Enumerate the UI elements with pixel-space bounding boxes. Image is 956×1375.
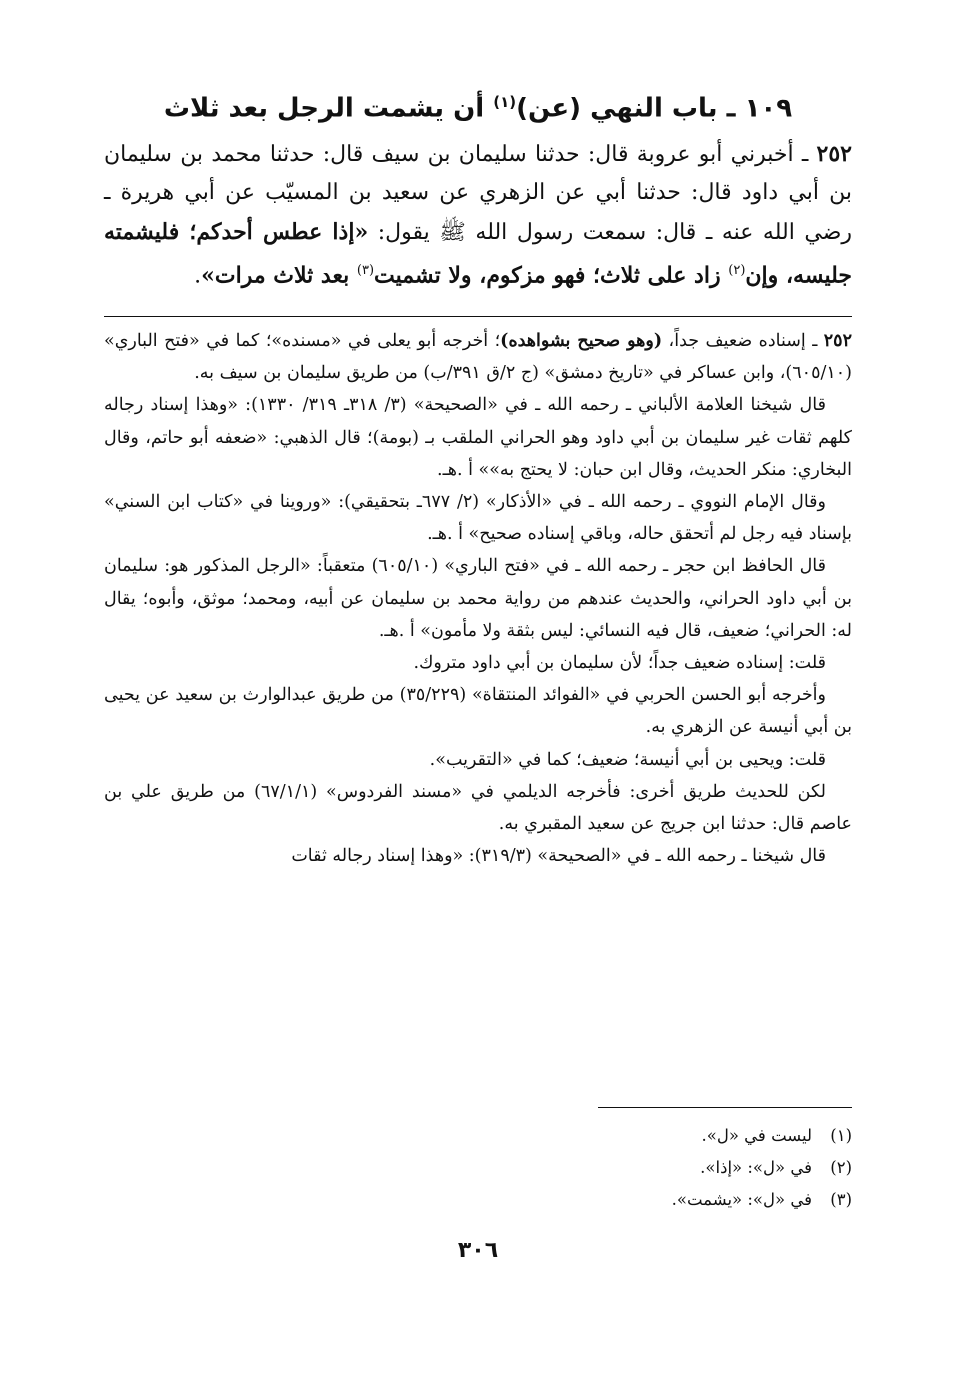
footnote-number: (١) <box>830 1126 852 1145</box>
footnote-marker: (٣) <box>356 263 375 279</box>
grade-note: (وهو صحيح بشواهده) <box>500 330 663 351</box>
hadith-main-text <box>104 135 852 296</box>
hadith-number: ٢٥٢ <box>816 140 852 167</box>
chapter-title-end: أن يشمت الرجل بعد ثلاث <box>163 93 494 124</box>
section-divider <box>104 316 852 317</box>
commentary-paragraph: قال شيخنا العلامة الألباني ـ رحمه الله ـ في «الصحيحة» (٣/ ٣١٨ـ ٣١٩/ ١٣٣٠): «وهذا إسناد رجاله كلهم ثقات غير سليمان بن أبي داود وهو الحراني الملقب بـ (بومة)؛ قال الذهبي: «ضعفه أبو حاتم، وقال البخاري: منكر الحديث، وقال ابن حبان: لا يحتج به»» أ .هـ. <box>104 395 852 480</box>
commentary-paragraph: قال الحافظ ابن حجر ـ رحمه الله ـ في «فتح الباري» (٦٠٥/١٠) متعقباً: «الرجل المذكور هو: سليمان بن أبي داود الحراني، والحديث عندهم من رواية محمد بن سليمان عن أبيه، ومحمد؛ موثق، وأبوه؛ يقال له: الحراني؛ ضعيف، قال فيه النسائي: ليس بثقة ولا مأمون» أ .هـ. <box>104 556 852 641</box>
footnote-marker: (١) <box>493 93 517 111</box>
hadith-matn-part: بعد ثلاث مرات» <box>201 262 357 289</box>
footnotes <box>452 1120 852 1216</box>
footnote-number: (٣) <box>830 1190 852 1209</box>
commentary-paragraph <box>104 325 852 389</box>
footnote <box>452 1120 852 1152</box>
footnote-text: في «ل»: «إذا». <box>700 1158 812 1177</box>
footnote <box>452 1152 852 1184</box>
commentary-paragraph: وقال الإمام النووي ـ رحمه الله ـ في «الأذكار» (٢/ ٦٧٧ـ بتحقيقي): «وروينا في «كتاب ابن السني» بإسناد فيه رجل لم أتحقق حاله، وباقي إسناده صحيح» أ .هـ. <box>104 492 852 545</box>
commentary-paragraph: قلت: إسناده ضعيف جداً؛ لأن سليمان بن أبي داود متروك. <box>413 653 826 674</box>
commentary-text: ؛ أخرجه أبو يعلى في «مسنده»؛ كما في «فتح الباري» (٦٠٥/١٠)، وابن عساكر في «تاريخ دمشق» (ج ٢/ق ٣٩١/ب) من طريق سليمان بن سيف به. <box>104 330 852 384</box>
commentary-paragraph: لكن للحديث طريق أخرى: فأخرجه الديلمي في «مسند الفردوس» (٦٧/١/١) من طريق علي بن عاصم قال: حدثنا ابن جريج عن سعيد المقبري به. <box>104 781 852 835</box>
commentary-paragraph: وأخرجه أبو الحسن الحربي في «الفوائد المنتقاة» (٣٥/٢٢٩) من طريق عبدالوارث بن سعيد عن يحيى بن أبي أنيسة عن الزهري به. <box>104 685 852 738</box>
footnote <box>452 1184 852 1216</box>
hadith-end-mark: . <box>194 263 202 289</box>
footnote-number: (٢) <box>830 1158 852 1177</box>
page-number: ٣٠٦ <box>457 1238 499 1263</box>
chapter-title-start: ١٠٩ ـ باب النهي (عن) <box>516 93 793 124</box>
footnote-text: في «ل»: «يشمت». <box>671 1190 812 1209</box>
commentary-number: ٢٥٢ <box>823 330 852 351</box>
hadith-chain: ـ أخبرني أبو عروبة قال: حدثنا سليمان بن سيف قال: حدثنا محمد بن سليمان بن أبي داود قال: حدثنا أبي عن الزهري عن سعيد بن المسيّب عن أبي هريرة ـ رضي الله عنه ـ قال: سمعت رسول الله ﷺ يقول: <box>104 141 852 245</box>
footnote-marker: (٢) <box>728 263 746 279</box>
hadith-matn-part: «إذا عطس أحدكم؛ فليشمته جليسه، وإن <box>104 218 852 289</box>
commentary-text: ـ إسناده ضعيف جداً، <box>662 330 824 351</box>
hadith-matn-part: زاد على ثلاث؛ فهو مزكوم، ولا تشميت <box>374 262 729 289</box>
chapter-heading <box>104 80 852 131</box>
commentary-paragraph: قال شيخنا ـ رحمه الله ـ في «الصحيحة» (٣١٩/٣): «وهذا إسناد رجاله ثقات <box>291 846 826 867</box>
commentary-paragraph: قلت: ويحيى بن أبي أنيسة؛ ضعيف؛ كما في «التقريب». <box>429 749 826 770</box>
footnotes-divider <box>598 1107 852 1108</box>
commentary <box>104 325 852 872</box>
footnote-text: ليست في «ل». <box>701 1126 812 1145</box>
